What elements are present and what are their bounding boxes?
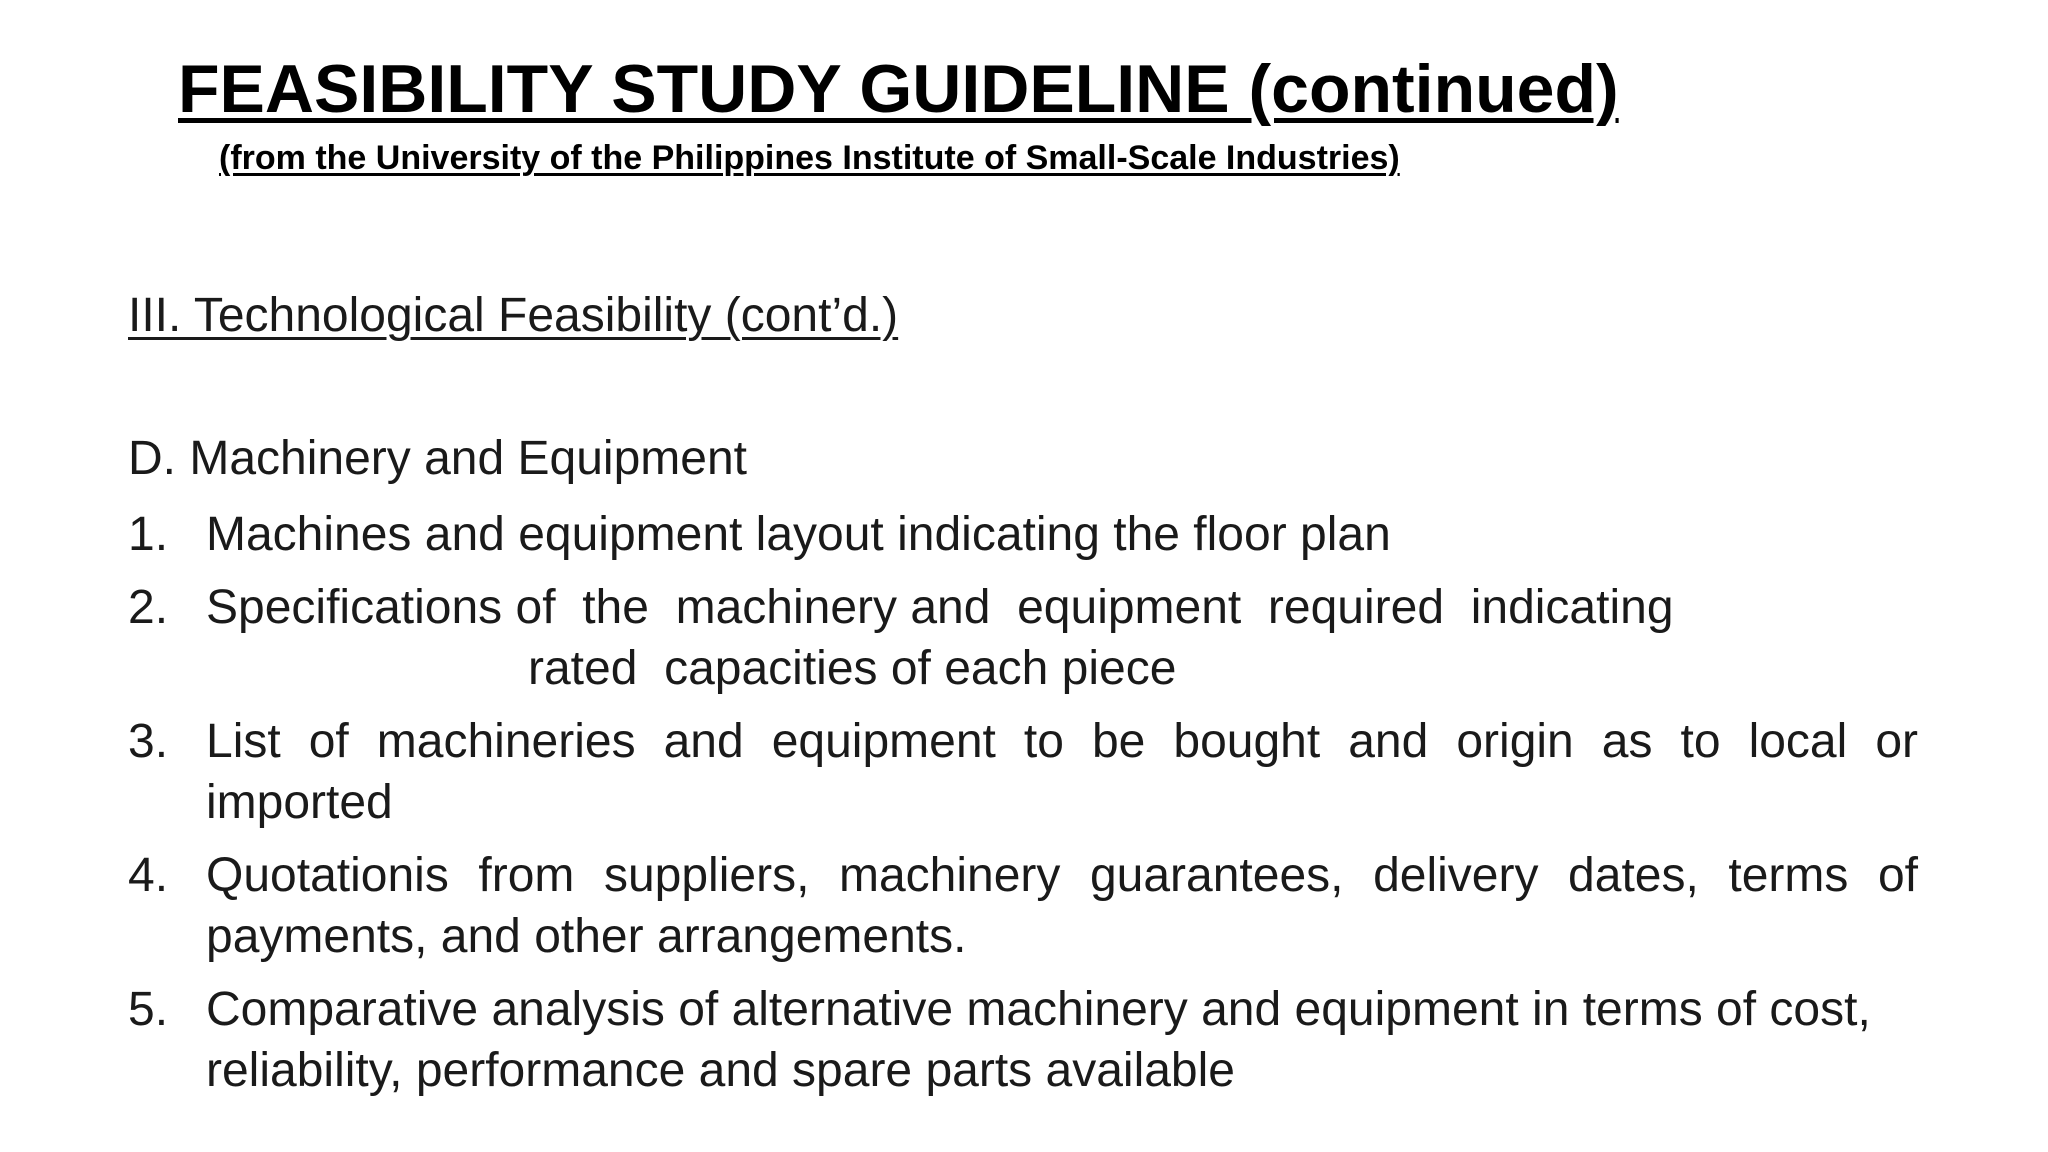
item-number: 2. <box>128 581 169 634</box>
item-number: 4. <box>128 849 169 902</box>
item-text-line: Specifications of the machinery and equipment required indicating <box>206 581 1674 634</box>
item-text: Comparative analysis of alternative machinery and equipment in terms of cost, reliability, performance and spare parts available <box>206 983 1871 1097</box>
list-item <box>128 711 1918 833</box>
item-text: List of machineries and equipment to be bought and origin as to local or imported <box>206 715 1918 829</box>
item-number: 3. <box>128 715 169 768</box>
sub-heading: D. Machinery and Equipment <box>128 432 747 485</box>
item-number: 1. <box>128 508 169 561</box>
item-text: Machines and equipment layout indicating the floor plan <box>206 508 1391 561</box>
item-text-line: rated capacities of each piece <box>528 642 1177 695</box>
requirement-list <box>128 504 1918 1113</box>
item-number: 5. <box>128 983 169 1036</box>
list-item <box>128 845 1918 967</box>
item-text: Quotationis from suppliers, machinery guarantees, delivery dates, terms of payments, and other arrangements. <box>206 849 1918 963</box>
slide-subtitle: (from the University of the Philippines Institute of Small-Scale Industries) <box>219 139 1400 177</box>
list-item <box>128 504 1918 565</box>
item-text <box>206 577 1918 699</box>
section-heading: III. Technological Feasibility (cont’d.) <box>128 289 899 342</box>
slide-title: FEASIBILITY STUDY GUIDELINE (continued) <box>178 51 1619 127</box>
list-item <box>128 577 1918 699</box>
list-item <box>128 979 1918 1101</box>
